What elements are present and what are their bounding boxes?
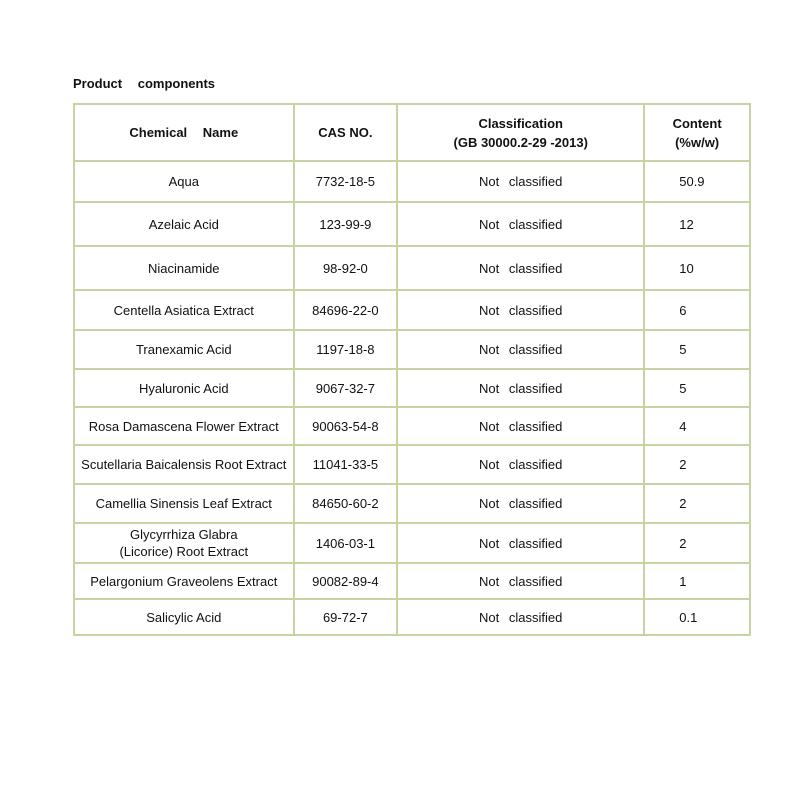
table-row	[74, 599, 750, 635]
table-row	[74, 330, 750, 369]
cas-cell: 7732-18-5	[294, 161, 398, 202]
content-cell: 5	[644, 330, 750, 369]
classification-cell: Not classified	[397, 599, 644, 635]
content-cell: 0.1	[644, 599, 750, 635]
header-content	[644, 104, 750, 161]
cas-cell: 98-92-0	[294, 246, 398, 290]
header-content-line1: Content	[672, 115, 722, 131]
classification-cell: Not classified	[397, 290, 644, 330]
header-row	[74, 104, 750, 161]
cas-cell: 11041-33-5	[294, 445, 398, 484]
content-cell: 1	[644, 563, 750, 599]
cas-cell: 90082-89-4	[294, 563, 398, 599]
classification-cell: Not classified	[397, 407, 644, 445]
cas-cell: 1197-18-8	[294, 330, 398, 369]
header-content-line2: (%w/w)	[675, 134, 720, 150]
cas-cell: 69-72-7	[294, 599, 398, 635]
classification-cell: Not classified	[397, 330, 644, 369]
chemical-name-cell: Pelargonium Graveolens Extract	[74, 563, 294, 599]
table-row	[74, 202, 750, 246]
table-row	[74, 523, 750, 563]
cas-cell: 1406-03-1	[294, 523, 398, 563]
table-row	[74, 407, 750, 445]
chemical-name-cell: Hyaluronic Acid	[74, 369, 294, 407]
header-chemical-name: Chemical Name	[74, 104, 294, 161]
classification-cell: Not classified	[397, 369, 644, 407]
content-cell: 6	[644, 290, 750, 330]
chemical-name-cell: Aqua	[74, 161, 294, 202]
chemical-name-cell: Tranexamic Acid	[74, 330, 294, 369]
table-row	[74, 290, 750, 330]
content-cell: 5	[644, 369, 750, 407]
content-cell: 2	[644, 445, 750, 484]
section-title: Product components	[73, 76, 216, 91]
chemical-name-cell: Centella Asiatica Extract	[74, 290, 294, 330]
table-row	[74, 563, 750, 599]
header-classification	[397, 104, 644, 161]
content-cell: 50.9	[644, 161, 750, 202]
chemical-name-cell: Niacinamide	[74, 246, 294, 290]
chemical-name-cell: Scutellaria Baicalensis Root Extract	[74, 445, 294, 484]
header-cas: CAS NO.	[294, 104, 398, 161]
cas-cell: 123-99-9	[294, 202, 398, 246]
classification-cell: Not classified	[397, 484, 644, 523]
chemical-name-cell: Azelaic Acid	[74, 202, 294, 246]
content-cell: 10	[644, 246, 750, 290]
cas-cell: 9067-32-7	[294, 369, 398, 407]
content-cell: 4	[644, 407, 750, 445]
classification-cell: Not classified	[397, 202, 644, 246]
classification-cell: Not classified	[397, 523, 644, 563]
table-row	[74, 369, 750, 407]
cas-cell: 84696-22-0	[294, 290, 398, 330]
classification-cell: Not classified	[397, 563, 644, 599]
cas-cell: 90063-54-8	[294, 407, 398, 445]
chemical-name-cell: Rosa Damascena Flower Extract	[74, 407, 294, 445]
header-classification-line2: (GB 30000.2-29 -2013)	[453, 134, 588, 150]
content-cell: 2	[644, 523, 750, 563]
table-row	[74, 445, 750, 484]
table-row	[74, 161, 750, 202]
classification-cell: Not classified	[397, 246, 644, 290]
table-row	[74, 484, 750, 523]
classification-cell: Not classified	[397, 445, 644, 484]
components-table	[73, 103, 751, 636]
classification-cell: Not classified	[397, 161, 644, 202]
header-classification-line1: Classification	[478, 115, 563, 131]
chemical-name-cell: Salicylic Acid	[74, 599, 294, 635]
content-cell: 2	[644, 484, 750, 523]
chemical-name-cell: Glycyrrhiza Glabra (Licorice) Root Extract	[74, 523, 294, 563]
chemical-name-cell: Camellia Sinensis Leaf Extract	[74, 484, 294, 523]
content-cell: 12	[644, 202, 750, 246]
table-row	[74, 246, 750, 290]
cas-cell: 84650-60-2	[294, 484, 398, 523]
